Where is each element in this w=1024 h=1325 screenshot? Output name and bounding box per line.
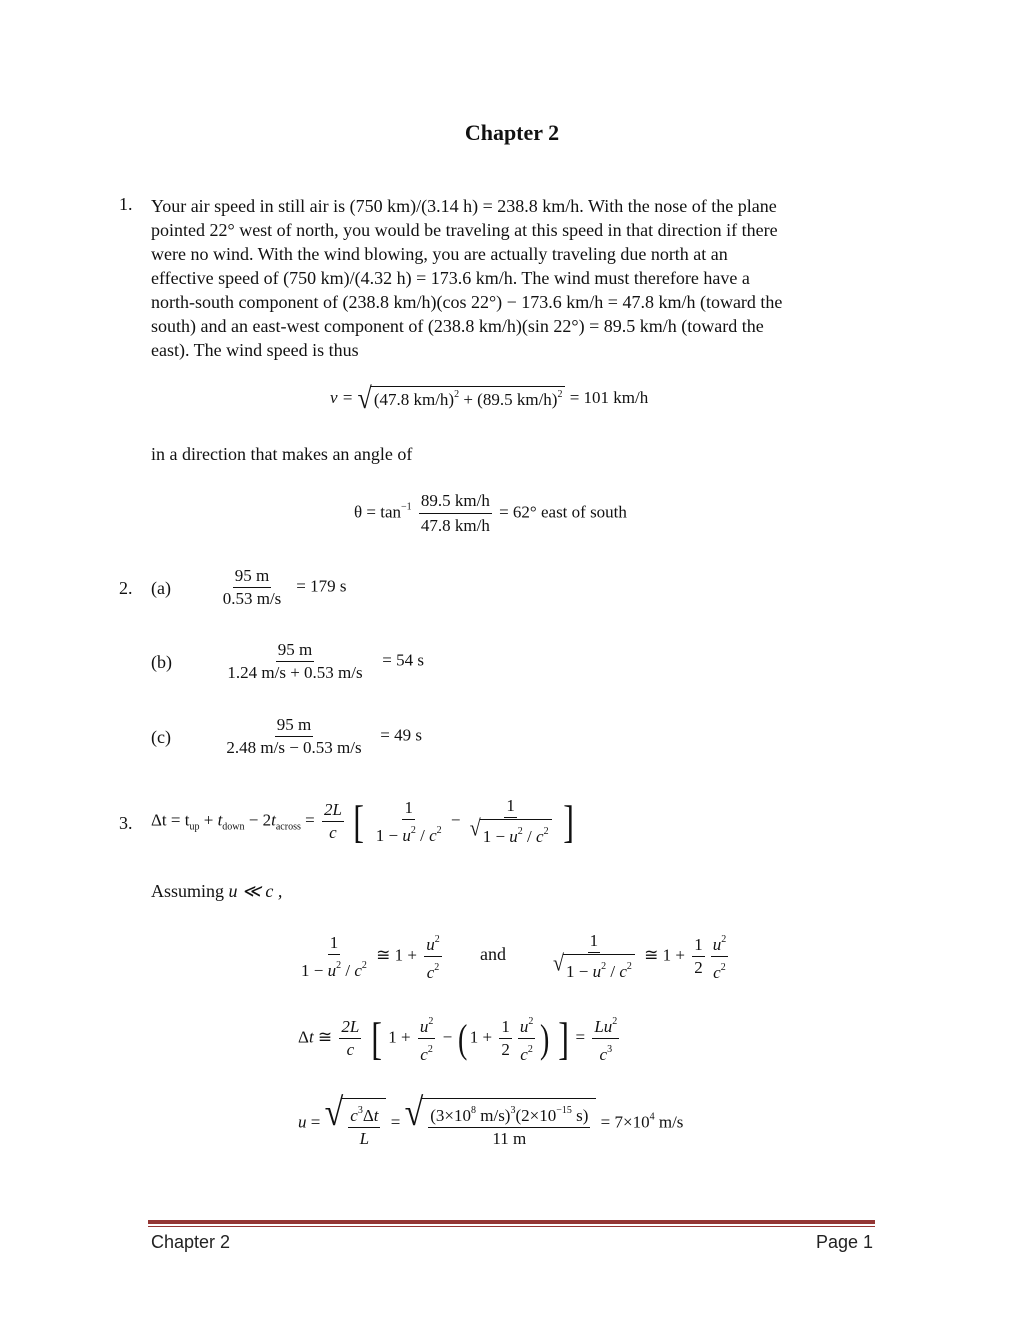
problem-1-line: south) and an east-west component of (238.8 km/h)(sin 22°) = 89.5 km/h (toward the: [151, 316, 764, 336]
part-a-equation: $\frac{95 m}{0.53 m/s}$ = 179 s: [222, 566, 347, 608]
eq-rhs: = 62° east of south: [499, 502, 627, 522]
problem-1-text-2: in a direction that makes an angle of: [151, 444, 413, 464]
part-b-equation: $\frac{95 m}{1.24 m/s + 0.53 m/s}$ = 54 s: [227, 640, 424, 682]
part-a-label: (a): [151, 578, 171, 598]
problem-1-line: pointed 22° west of north, you would be traveling at this speed in that direction if there: [151, 220, 778, 240]
footer-rule-thin: [148, 1226, 875, 1227]
problem-1-text: [151, 194, 871, 362]
delta-t-approximation: Δt ≅ $\frac{2L}{c}$ [ 1 + $\frac{u^2}{c^2}$ − ( 1 + $\frac{1}{2}$ $\frac{u^2}{c^2}$ ) ] = $\frac{Lu^2}{c^3}$: [298, 1012, 618, 1064]
speed-result-equation: u = √ $\frac{c^3\Delta t}{L}$ = √ $\frac{(3\times 10^8 m/s)^3(2\times 10^{-15} s)}{11 m}$ = $7\times 10^4$ m/s: [298, 1091, 684, 1148]
square-root: √ (47.8 km/h)$^2$ + (89.5 km/h)$^2$: [358, 386, 566, 412]
assuming-text: Assuming u ≪ c ,: [151, 881, 283, 901]
angle-equation: $\theta = \tan^{-1}$ $\frac{89.5 km/h}{47.8 km/h}$ = 62° east of south: [354, 491, 627, 535]
problem-1-line: effective speed of (750 km)/(4.32 h) = 173.6 km/h. The wind must therefore have a: [151, 268, 750, 288]
footer-page-number: Page 1: [816, 1232, 874, 1252]
approximation-1: $\frac{1}{1 - u^2 / c^2}$ ≅ 1 + $\frac{u^2}{c^2}$: [296, 930, 445, 983]
time-difference-equation: $\Delta t = t_{up} + t_{down} - 2t_{across}$ = $\frac{2L}{c}$ [ $\frac{1}{1 - u^2 / c^2}$ − 1 √ $1 - u^2 / c^2$ ]: [151, 795, 574, 847]
and-text: and: [480, 944, 506, 964]
problem-1-line: north-south component of (238.8 km/h)(cos 22°) − 173.6 km/h = 47.8 km/h (toward the: [151, 292, 783, 312]
problem-2-number: 2.: [119, 578, 133, 598]
part-c-label: (c): [151, 727, 171, 747]
problem-1-line: east). The wind speed is thus: [151, 340, 359, 360]
problem-1-line: were no wind. With the wind blowing, you are actually traveling due north at an: [151, 244, 728, 264]
page-title: Chapter 2: [464, 120, 560, 145]
problem-1-line: Your air speed in still air is (750 km)/(3.14 h) = 238.8 km/h. With the nose of the plane: [151, 196, 777, 216]
part-c-equation: $\frac{95 m}{2.48 m/s - 0.53 m/s}$ = 49 s: [226, 715, 422, 757]
wind-speed-equation: [330, 381, 649, 416]
approximation-2: 1 √ $1 - u^2 / c^2$ ≅ 1 + $\frac{1}{2}$ $\frac{u^2}{c^2}$: [553, 931, 727, 982]
eq-rhs: = 101 km/h: [569, 387, 649, 407]
eq-lhs: θ = tan: [354, 502, 401, 522]
problem-3-number: 3.: [119, 813, 133, 833]
problem-1-number: 1.: [119, 194, 133, 214]
footer-chapter: Chapter 2: [151, 1232, 231, 1252]
eq-lhs: v =: [330, 387, 354, 407]
part-b-label: (b): [151, 652, 172, 672]
footer-rule-thick: [148, 1220, 875, 1224]
fraction: $\frac{89.5 km/h}{47.8 km/h}$: [420, 491, 490, 535]
